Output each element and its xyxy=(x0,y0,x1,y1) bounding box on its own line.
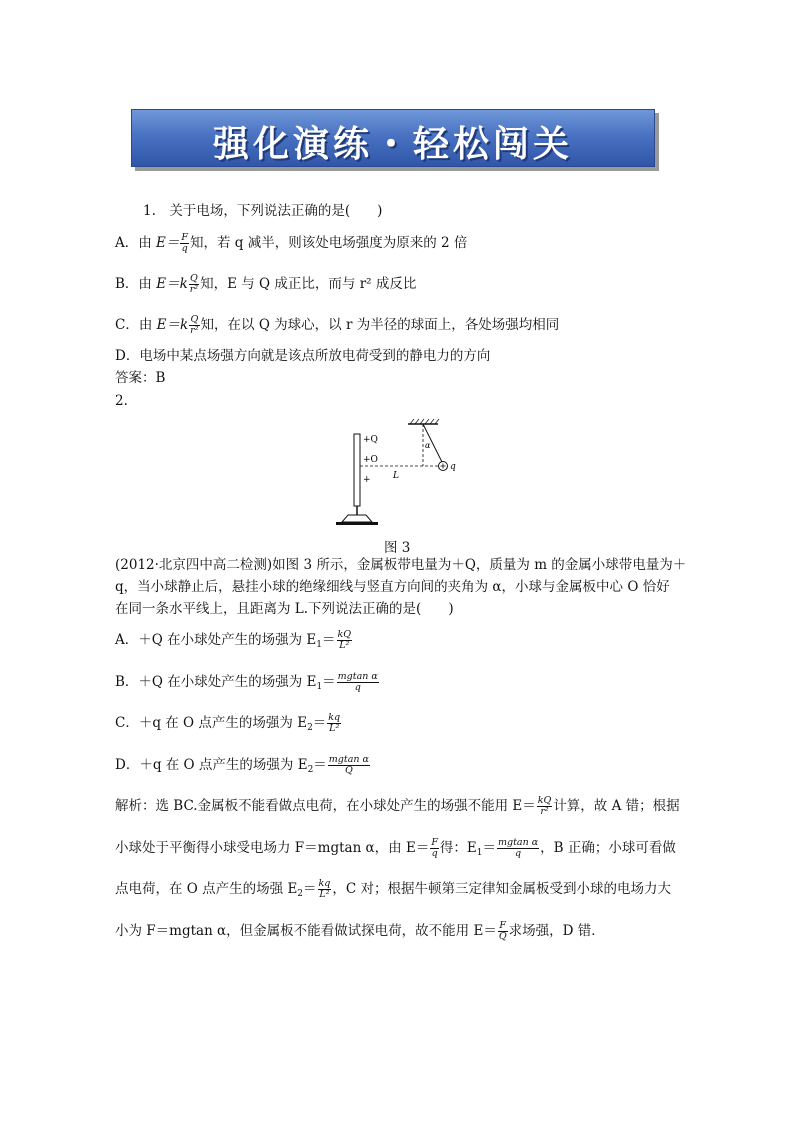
label-alpha: α xyxy=(425,441,431,450)
q2-option-b: B．＋Q 在小球处产生的场强为 $E_1=$ $\frac{\text{mgtan α}}{q}$ xyxy=(115,671,378,693)
q2-stem-line-3: 在同一条水平线上，且距离为 L.下列说法正确的是( ) xyxy=(115,601,454,617)
label-plus: + xyxy=(363,475,371,485)
q2-option-c: C．＋q 在 O 点产生的场强为 $E_2=$ $\frac{kq}{\text{L²}}$ xyxy=(115,712,341,734)
label-l: L xyxy=(393,471,399,481)
label-plus-q: +Q xyxy=(363,435,378,445)
q1-stem: 1. 关于电场，下列说法正确的是( ) xyxy=(143,203,383,219)
metal-plate-stand xyxy=(336,434,378,525)
analysis-line-1: 解析：选 BC.金属板不能看做点电荷，在小球处产生的场强不能用 E＝ $\frac{kQ}{\text{r²}}$ 计算，故 A 错；根据 xyxy=(115,795,680,817)
label-q: q xyxy=(450,462,456,472)
analysis-line-2: 小球处于平衡得小球受电场力 F＝mgtan α，由 E＝ $\frac{F}{q}$ 得：$E_1=$ $\frac{\text{mgtan α}}{q}$ ，B 正确；小球可看做 xyxy=(115,837,676,859)
q2-diagram xyxy=(330,418,480,530)
ceiling-support xyxy=(408,419,439,424)
q2-number: 2. xyxy=(115,393,128,409)
q1-option-a: A．由 E＝ $\frac{F}{q}$ 知，若 q 减半，则该处电场强度为原来的 2 倍 xyxy=(115,232,468,254)
q1-option-d: D．电场中某点场强方向就是该点所放电荷受到的静电力的方向 xyxy=(115,348,491,364)
label-o: +O xyxy=(363,455,378,465)
q1-option-c: C．由 E＝k $\frac{Q}{\text{r²}}$ 知，在以 Q 为球心，以 r 为半径的球面上，各处场强均相同 xyxy=(115,314,560,336)
banner-title: 强化演练・轻松闯关 xyxy=(212,124,573,165)
q2-option-d: D．＋q 在 O 点产生的场强为 $E_2=$ $\frac{\text{mgtan α}}{Q}$ xyxy=(115,754,369,776)
q2-stem-line-1: (2012·北京四中高二检测)如图 3 所示，金属板带电量为＋Q，质量为 m 的金属小球带电量为＋ xyxy=(115,557,687,573)
analysis-line-4: 小为 F＝mgtan α，但金属板不能看做试探电荷，故不能用 E＝ $\frac{F}{Q}$ 求场强，D 错． xyxy=(115,920,605,942)
q2-stem-line-2: q，当小球静止后，悬挂小球的绝缘细线与竖直方向间的夹角为 α，小球与金属板中心 O 恰好 xyxy=(115,579,670,595)
analysis-line-3: 点电荷，在 O 点产生的场强 $E_2=$ $\frac{kq}{\text{L²}}$ ，C 对；根据牛顿第三定律知金属板受到小球的电场力大 xyxy=(115,878,671,900)
q1-answer: 答案：B xyxy=(115,370,166,386)
q1-option-b: B．由 E＝k $\frac{Q}{\text{r²}}$ 知，E 与 Q 成正比，而与 r² 成反比 xyxy=(115,273,417,295)
q2-option-a: A．＋Q 在小球处产生的场强为 $E_1=$ $\frac{kQ}{\text{L²}}$ xyxy=(115,629,352,651)
figure-caption: 图 3 xyxy=(384,540,411,556)
section-banner xyxy=(131,109,655,167)
